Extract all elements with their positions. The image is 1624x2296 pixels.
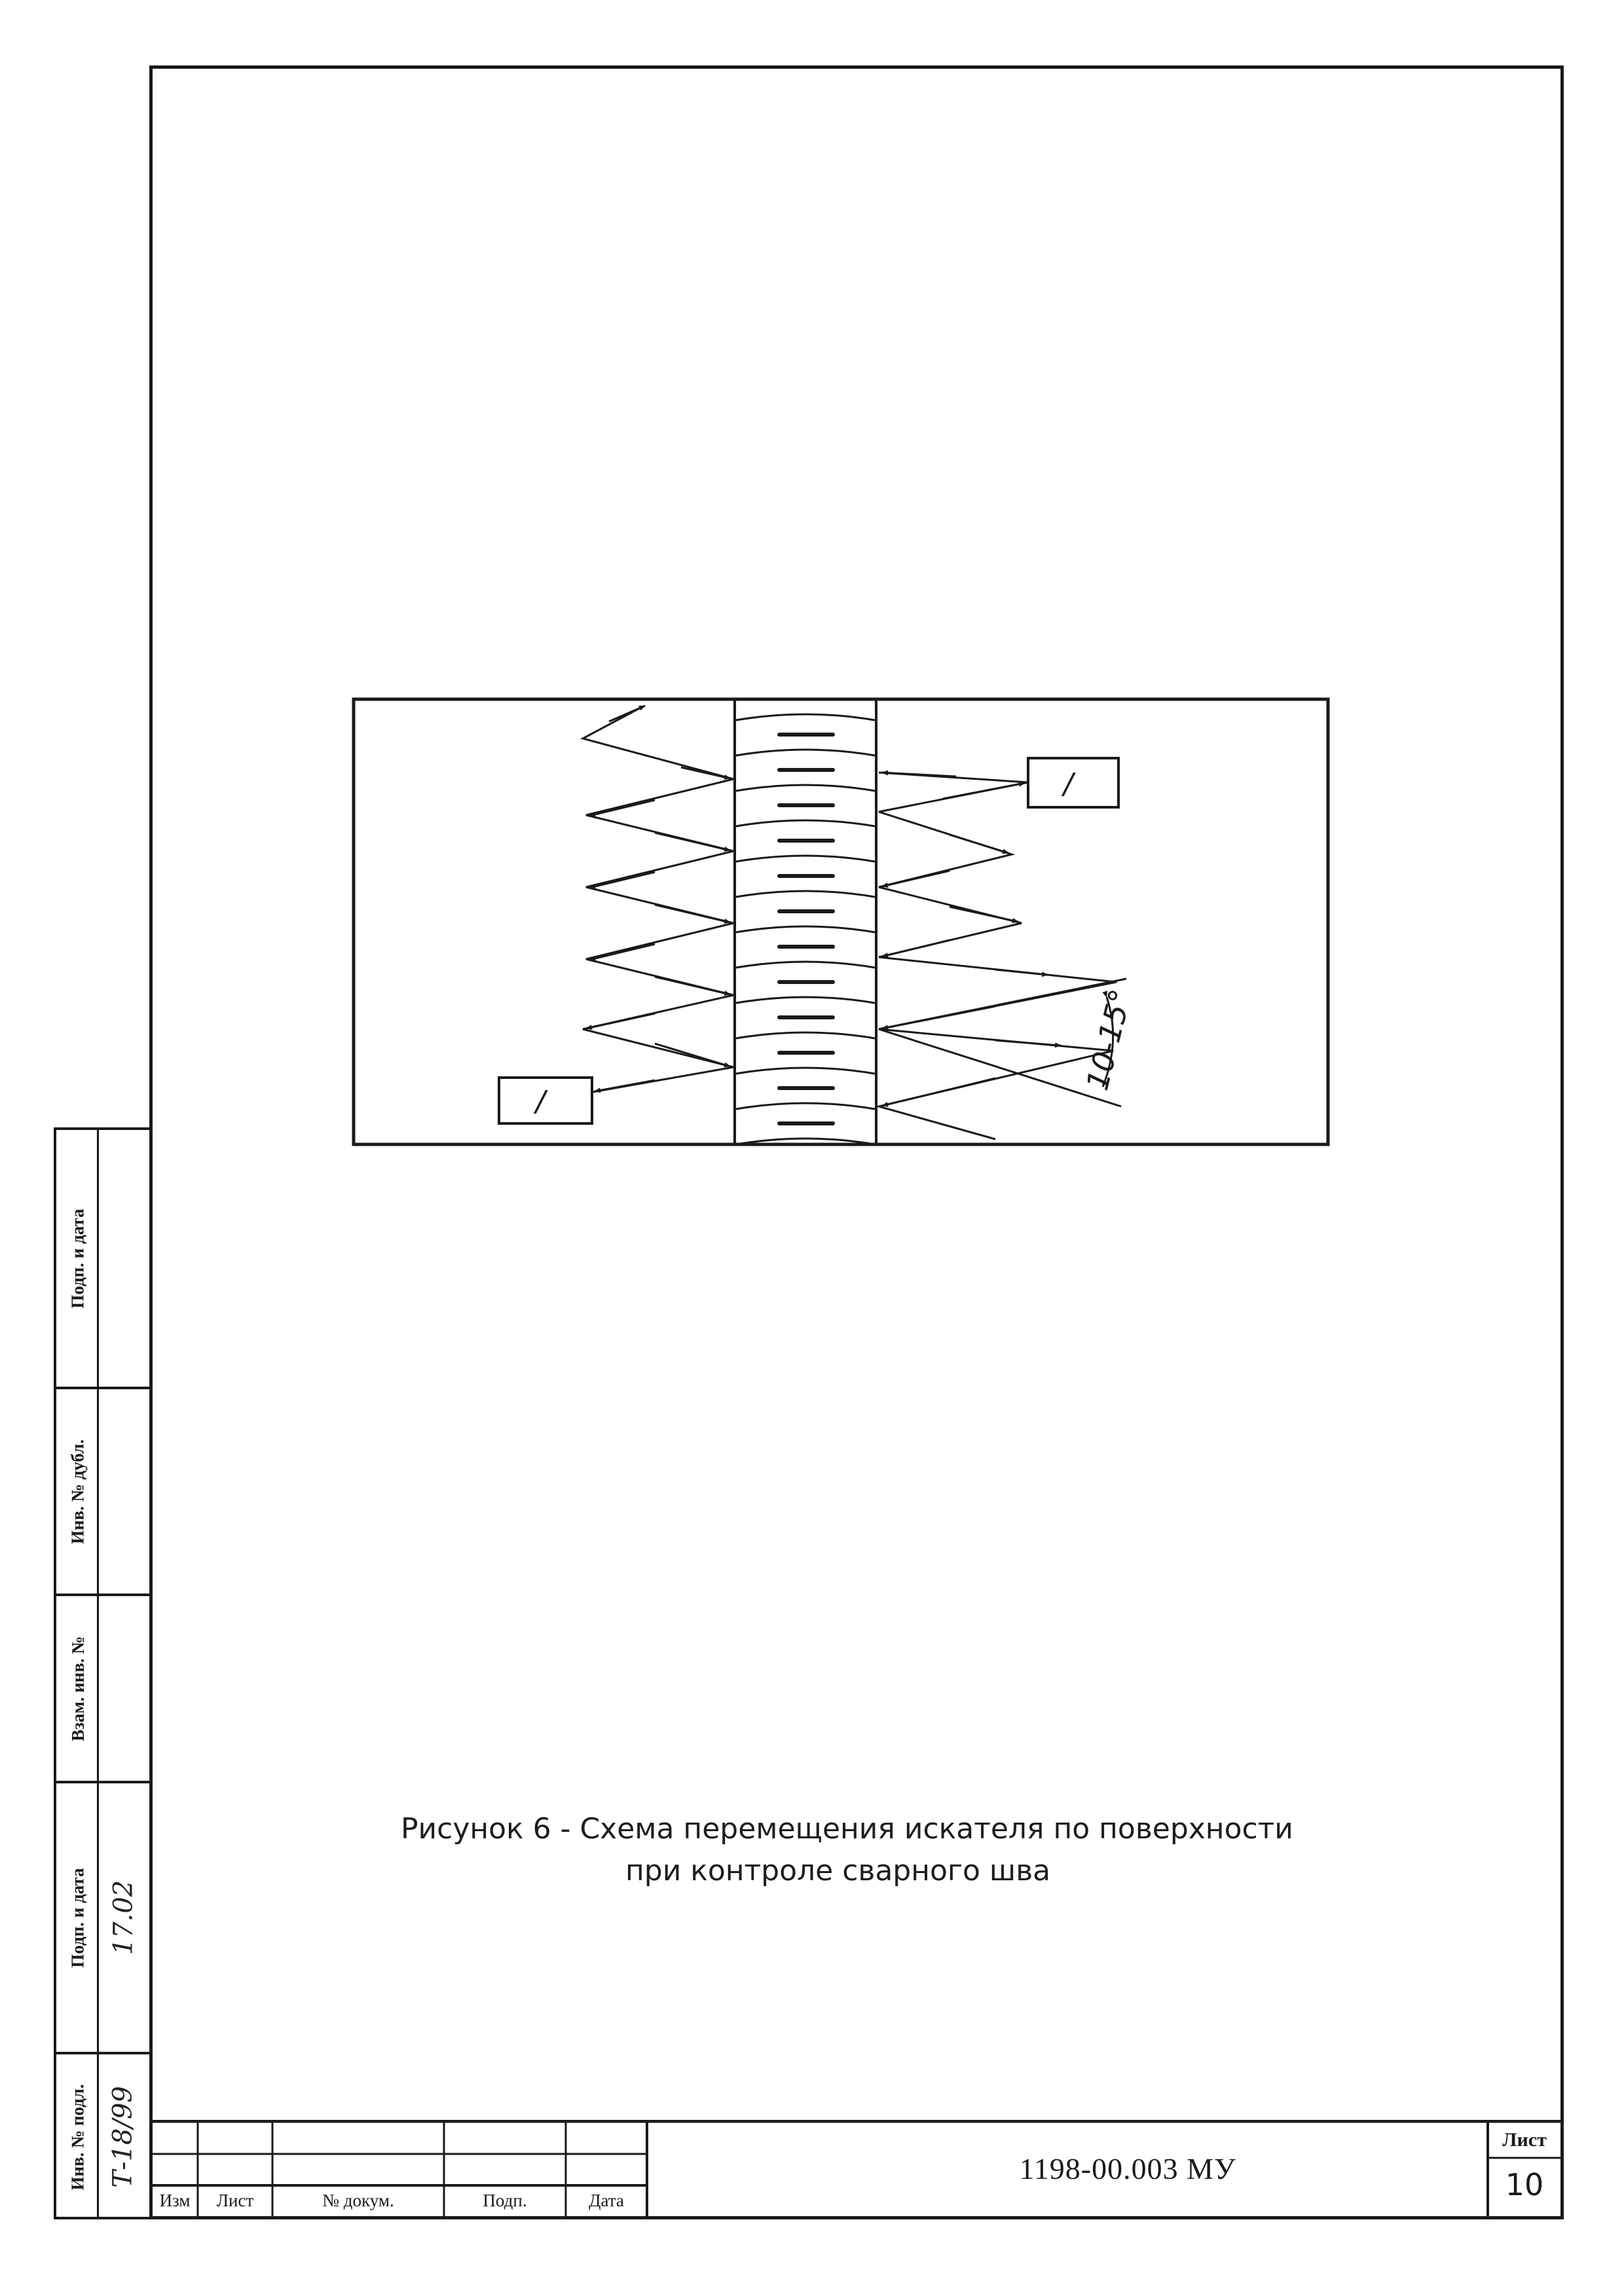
handwritten-sign-date: 17.02 [108,1880,139,1956]
transducer-lower [499,1078,592,1123]
side-label-replace-inv: Взам. инв. № [67,1635,88,1741]
side-label-sign-date-lower: Подп. и дата [67,1867,88,1968]
side-row-replace-inv [56,1596,149,1783]
weld-ripple [736,714,875,720]
side-row-dup-inv [56,1389,149,1596]
title-block [152,2120,1561,2217]
svg-text:/: / [1063,767,1073,801]
handwritten-inv-number: Т-18/99 [108,2086,138,2188]
side-label-sign-date: Подп. и дата [67,1208,88,1309]
scan-arrows-left [586,706,730,1091]
weld-ripple [736,891,875,897]
weld-ripple [736,997,875,1003]
figure-caption-line-1: Рисунок 6 - Схема перемещения искателя по поверхности [401,1812,1293,1846]
side-row-original-inv [56,2054,149,2219]
transducer-upper [1028,758,1118,807]
side-margin-strip [54,1127,149,2219]
header-signature: Подп. [483,2191,527,2210]
document-code: 1198-00.003 МУ [1019,2151,1236,2185]
sheet-number: 10 [1505,2167,1544,2202]
weld-ripple [736,1032,875,1038]
figure-caption-line-2: при контроле сварного шва [625,1854,1051,1887]
weld-ripple [736,820,875,826]
weld-ripple [736,1103,875,1109]
angle-label: 10-15° [1079,985,1139,1094]
scan-path-left [583,707,733,1092]
weld-ripple [736,785,875,791]
weld-ripple [736,962,875,968]
weld-ripple [736,856,875,862]
header-doc-number: № докум. [322,2191,394,2210]
weld-ripple [736,926,875,932]
header-change: Изм [159,2191,191,2210]
weld-ripple [736,750,875,756]
side-row-sign-date [56,1783,149,2054]
header-date: Дата [589,2191,624,2210]
scan-arrows-right [882,773,1061,1106]
header-sheet: Лист [216,2191,254,2210]
side-row-sign-date-top [56,1130,149,1389]
sheet-label: Лист [1502,2129,1547,2151]
weld-seam [735,701,876,1144]
side-label-original-inv: Инв. № подл. [67,2083,88,2191]
weld-ripple [736,1068,875,1074]
side-label-dup-inv: Инв. № дубл. [67,1438,88,1544]
svg-text:/: / [536,1085,545,1118]
